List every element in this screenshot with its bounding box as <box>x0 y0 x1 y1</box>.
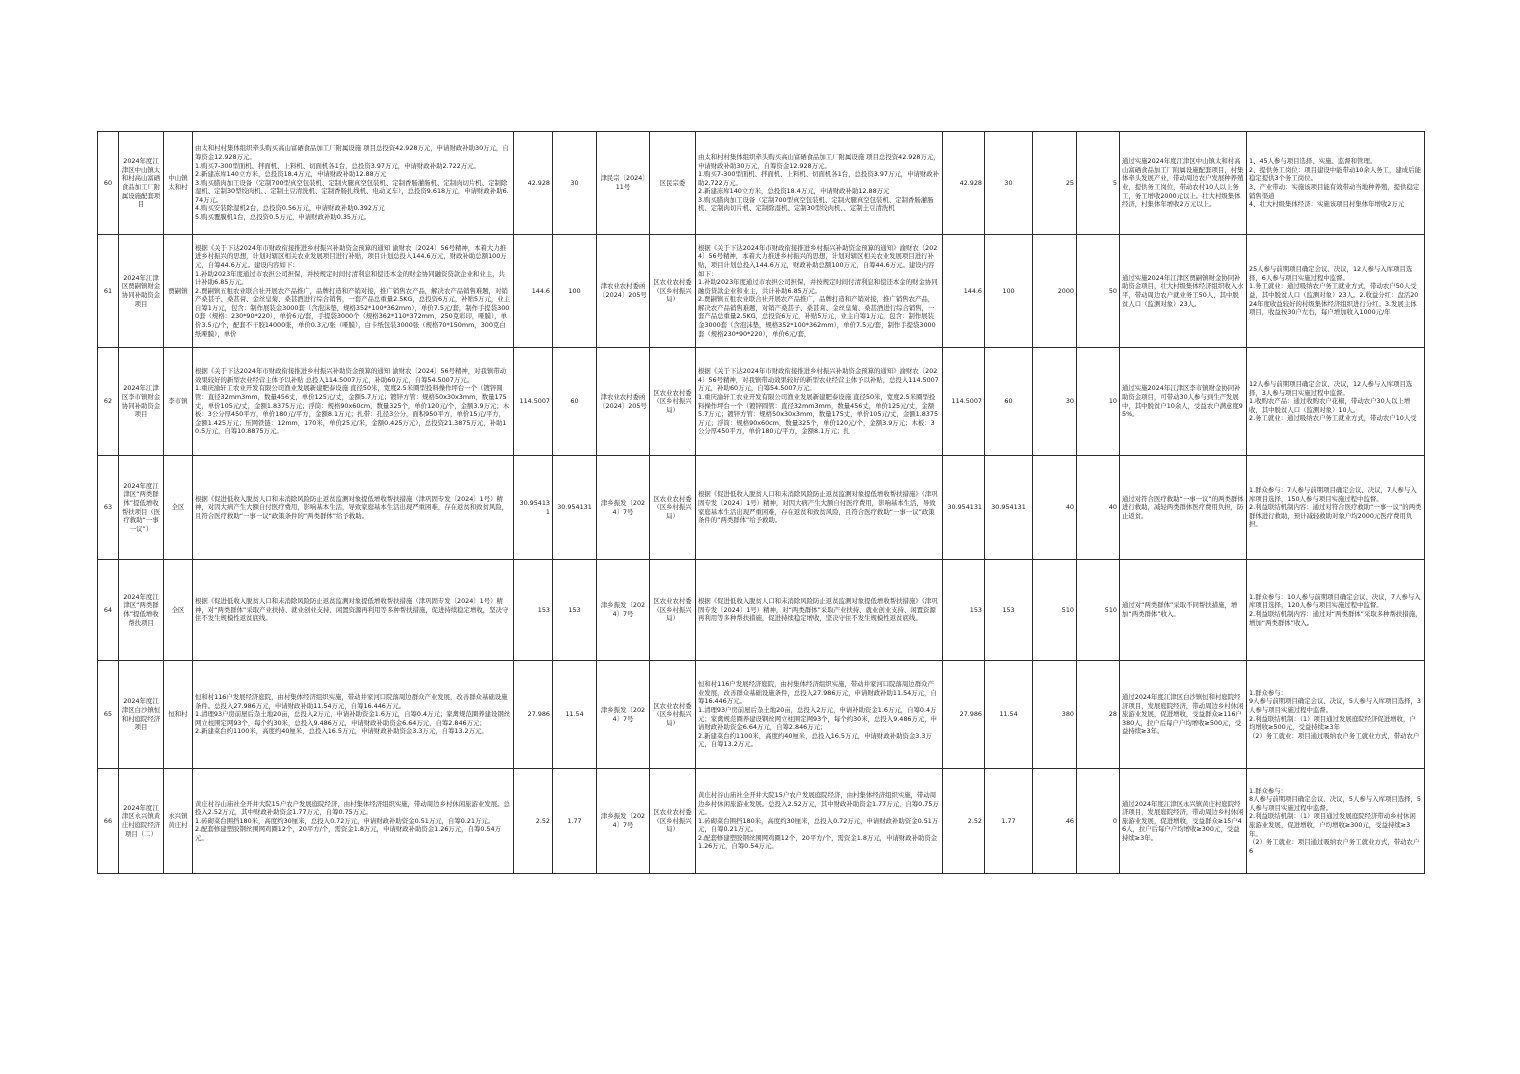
project-name-text: 2024年度江津区白沙镇恒和村庭院经济项目 <box>121 697 161 732</box>
construction-content-2-text: 根据《关于下达2024年市财政衔接推进乡村振兴补助资金预算的通知》渝财农〔2024〕56号精神，本着大力推进乡村振兴的思想，计划对辖区相关农业发展项目进行补贴，项目计划总投入144.6万元，财政补助总额100万元，自筹44.6万元。建设内容如下： 1.补助2023年度通过市农担公司担保，并按规定时间付清利息和偿还本金的财金协同融资贷款企业和业主，共计补助6.85万元。 2.贾嗣镇五租农业联合社开展农产品推广，品牌打造和产销对接，推广销售农产品，解决农产品销售难题，对销产桑甚子、桑甚膏、金丝皇菊、桑甚酒进行综合销售，一套产品总重量2.5KG，总投资6万元，补贴5万元，业主自筹1万元，包含：制作展装金3000套（含泡沫垫，规格352*100*362mm），单价7.5元/套，制作手提袋3000套（规格230*90*220），单价6元/套， <box>698 243 938 338</box>
cell-construction-content-2 <box>696 348 943 456</box>
cell-performance-goal <box>1120 348 1247 456</box>
cell-row-number <box>98 560 119 661</box>
fiscal-funds-2-text: 60 <box>1004 397 1013 406</box>
row-number-text: 66 <box>103 816 113 825</box>
cell-construction-content <box>193 560 514 661</box>
fiscal-funds-2-text: 11.54 <box>999 710 1018 719</box>
cell-fiscal-funds-2 <box>985 560 1033 661</box>
cell-fiscal-funds <box>553 661 597 769</box>
table-row <box>98 560 1425 661</box>
project-location-text: 全区 <box>171 503 185 512</box>
cell-fiscal-funds-2 <box>985 769 1033 874</box>
total-investment-text: 144.6 <box>531 286 550 295</box>
cell-fiscal-funds <box>553 348 597 456</box>
fiscal-funds-2-text: 100 <box>1002 286 1015 295</box>
cell-fiscal-funds-2 <box>985 348 1033 456</box>
beneficiaries-poor-text: 28 <box>1108 710 1117 719</box>
cell-performance-goal <box>1120 235 1247 348</box>
table-row <box>98 661 1425 769</box>
cell-beneficiaries-total <box>1033 661 1077 769</box>
total-investment-2-text: 27.986 <box>959 710 982 719</box>
cell-total-investment <box>514 661 553 769</box>
benefit-mechanism-text: 1.群众参与： 8人参与前期项目确定会议、决议，5人参与入库项目选择，5人参与项目实施过程中监督。 2.利益联结机制：（1）项目通过发展庭院经济带动乡村休闲旅游业发展，促进增收，户均增收≥300元，受益持续≥3年。 （2）务工就业：项目通过吸纳农户务工就业方式，带动农户6 <box>1249 786 1421 855</box>
cell-fiscal-funds-2 <box>985 661 1033 769</box>
cell-total-investment-2 <box>943 348 985 456</box>
cell-construction-content <box>193 348 514 456</box>
project-name-text: 2024年江津区李市镇财金协同补助资金项目 <box>121 384 161 419</box>
cell-construction-content-2 <box>696 235 943 348</box>
total-investment-2-text: 42.928 <box>959 178 982 187</box>
cell-project-name <box>119 456 164 560</box>
cell-beneficiaries-total <box>1033 560 1077 661</box>
responsible-dept-text: 区农业农村委（区乡村振兴局） <box>653 808 692 834</box>
cell-beneficiaries-poor <box>1077 661 1120 769</box>
cell-project-name <box>119 560 164 661</box>
cell-total-investment <box>514 560 553 661</box>
cell-construction-content-2 <box>696 456 943 560</box>
cell-construction-content <box>193 132 514 235</box>
cell-fiscal-funds <box>553 769 597 874</box>
cell-total-investment-2 <box>943 235 985 348</box>
row-number-text: 60 <box>103 178 113 187</box>
cell-benefit-mechanism <box>1247 348 1425 456</box>
construction-content-2-text: 恒和村116户发展经济庭院，由村集体经济组织实施，带动井家河口院落周边群众产业发展，改善群众基础设施条件，总投入27.986万元，申请财政补助11.54万元，自筹16.446万元。 1.清理93户房前屋后杂土地20亩，总投入2万元，申请补助资金1.6万元，自筹0.4万元；家禽规范圈养建设钢丝网立柱围定网93个，每个约30米，总投入9.486万元，申请财政补助资金6.64万元，自筹2.846万元； 2.新建菜台约1100米，高度约40厘米，总投入16.5万元，申请财政补助资金3.3万元，自筹13.2万元。 <box>698 680 938 749</box>
total-investment-text: 114.5007 <box>519 397 550 406</box>
approval-document-text: 津乡振发〔2024〕7号 <box>600 601 646 618</box>
cell-project-location <box>164 661 193 769</box>
row-number-text: 64 <box>103 605 113 614</box>
total-investment-text: 30.954131 <box>519 498 550 516</box>
benefit-mechanism-text: 12人参与前期项目确定会议、决议，12人参与入库项目选择，3人参与项目实施过程中监督。 1.收购农产品：通过收购农户花椒，带动农户30人以上增收，其中脱贫人口（监测对象）10人。 2.务工就业：通过吸纳农户务工就业方式，带动农户10人受 <box>1249 380 1417 423</box>
cell-project-name <box>119 132 164 235</box>
total-investment-text: 2.52 <box>535 816 550 825</box>
cell-benefit-mechanism <box>1247 769 1425 874</box>
cell-construction-content <box>193 661 514 769</box>
project-name-text: 2024年江津区贾嗣镇财金协同补助资金项目 <box>121 273 161 308</box>
cell-fiscal-funds <box>553 456 597 560</box>
beneficiaries-poor-text: 10 <box>1108 397 1117 406</box>
cell-fiscal-funds-2 <box>985 456 1033 560</box>
cell-construction-content-2 <box>696 661 943 769</box>
beneficiaries-poor-text: 510 <box>1104 605 1117 614</box>
project-location-text: 贾嗣镇 <box>168 286 188 295</box>
beneficiaries-poor-text: 40 <box>1108 503 1117 512</box>
cell-total-investment-2 <box>943 132 985 235</box>
cell-benefit-mechanism <box>1247 235 1425 348</box>
project-name-text: 2024年度江津区中山镇太和村高山富硒食品加工厂附属设施配套项目 <box>121 157 161 209</box>
performance-goal-text: 通过对“两类群体”采取不同帮扶措施，增加“两类群体”收入。 <box>1122 601 1238 618</box>
project-table <box>97 131 1425 874</box>
cell-project-name <box>119 769 164 874</box>
fiscal-funds-text: 30 <box>570 178 579 187</box>
cell-benefit-mechanism <box>1247 661 1425 769</box>
table-row <box>98 769 1425 874</box>
cell-construction-content <box>193 235 514 348</box>
cell-performance-goal <box>1120 661 1247 769</box>
beneficiaries-poor-text: 5 <box>1112 178 1117 187</box>
cell-total-investment-2 <box>943 560 985 661</box>
performance-goal-text: 通过2024年度江津区永兴镇黄庄村庭院经济项目，发展庭院经济，带动周边乡村休闲旅游业发展，促进增收，受益群众≥15户46人，拉户后每户户均增收≥300元，受益持续≥3年。 <box>1122 799 1244 842</box>
cell-beneficiaries-total <box>1033 769 1077 874</box>
cell-fiscal-funds-2 <box>985 132 1033 235</box>
cell-construction-content-2 <box>696 132 943 235</box>
table-row <box>98 235 1425 348</box>
cell-total-investment <box>514 235 553 348</box>
fiscal-funds-text: 60 <box>570 397 579 406</box>
cell-construction-content-2 <box>696 769 943 874</box>
cell-fiscal-funds <box>553 560 597 661</box>
cell-approval-document <box>597 456 650 560</box>
cell-project-name <box>119 235 164 348</box>
benefit-mechanism-text: 1、45人参与项目选择、实施、监督和管理。 2、提供务工岗位：项目建设中能带动10余人务工，建成后能稳定提供3个务工岗位。 3、产业带动：实施该项目能有效带动当地种养殖，提供稳定销售渠道 4、壮大村级集体经济：实施该项目村集体年增收2万元 <box>1249 157 1421 209</box>
cell-benefit-mechanism <box>1247 560 1425 661</box>
cell-responsible-dept <box>650 132 696 235</box>
approval-document-text: 津民宗〔2024〕11号 <box>600 174 646 191</box>
performance-goal-text: 通过2024年度江津区白沙镇恒和村庭院经济项目，发展庭院经济，带动周边乡村休闲旅游业发展，促进增收，受益群众≥116户380人，拉户后每户户均增收≥500元，受益持续≥3年。 <box>1122 693 1244 736</box>
benefit-mechanism-text: 1.群众参与：10人参与前期项目确定会议、决议，7人参与入库项目选择，120人参与项目实施过程中监督。 2.利益联结机制内容：通过对“两类群体”采取多种帮扶措施，增加“两类群体”收入。 <box>1249 592 1422 627</box>
construction-content-2-text: 根据《促进低收入脱贫人口和未消除风险防止返贫监测对象提低增收帮扶措施》（津巩固专发〔2024〕1号）精神，对因大病产生大额自付医疗费用，影响基本生活，导致家庭基本生活出现严重困难，存在返贫和致贫风险，且符合医疗救助“一事一议”政策条件的“两类群体”给予救助。 <box>698 490 938 525</box>
cell-beneficiaries-poor <box>1077 560 1120 661</box>
cell-fiscal-funds <box>553 235 597 348</box>
fiscal-funds-text: 30.954131 <box>557 503 592 512</box>
cell-fiscal-funds <box>553 132 597 235</box>
cell-row-number <box>98 235 119 348</box>
approval-document-text: 津农业农村委函〔2024〕205号 <box>599 282 647 299</box>
construction-content-text: 根据《促进低收入脱贫人口和未消除风险防止返贫监测对象提低增收帮扶措施（津巩固专发〔2024〕1号）精神，对因大病产生大额自付医疗费用，影响基本生活，导致家庭基本生活出现严重困难，存在返贫和致贫风险，且符合医疗救助“一事一议”政策条件的“两类群体”给予救助。 <box>195 494 509 520</box>
responsible-dept-text: 区农业农村委（区乡村振兴局） <box>653 597 692 623</box>
cell-performance-goal <box>1120 560 1247 661</box>
fiscal-funds-text: 100 <box>568 286 581 295</box>
row-number-text: 61 <box>103 286 113 295</box>
cell-responsible-dept <box>650 560 696 661</box>
construction-content-text: 根据《关于下达2024年市财政衔接推进乡村振兴补助资金预算的通知 渝财农〔2024〕56号精神，对我镇带动效果较好的新型农业经营主体予以补贴 总投入114.5007万元，补助60万元，自筹54.5007万元。 1.重庆渝轩工农业开发有限公司渔业发展新建肥泰设施 直径50米，宽度2.5米圈型投料操作坪台一个（镀锌圆管：直径32mm3mm，数量456丈，单价125元/丈，金额5.7万元；镀锌方管：规格50x30x3mm，数量175丈，单价105元/丈，金额1.8375万元；浮筒：规格90x60cm，数量325个，单价120元/个，金额3.9万元；木板：3公分厚450平方，单价180元/平方，金额8.1万元；扎带：孔径3公分，面积950平方，单价15元/平方，金额1.425万元；压网铁链：12mm，170米，单价25元/米，金额0.425万元），总投资21.3875万元，补助10.5万元，自筹10.8875万元。 <box>195 367 510 436</box>
responsible-dept-text: 区农业农村委（区乡村振兴局） <box>653 701 692 727</box>
performance-goal-text: 通过实施2024年江津区贾嗣镇财金协同补助资金项目，壮大村级集体经济组织收入水平，带动周边农户就业务工50人，其中脱贫人口（监测对象）23人。 <box>1122 273 1244 308</box>
cell-approval-document <box>597 132 650 235</box>
benefit-mechanism-text: 25人参与前期项目确定会议、决议，12人参与入库项目选择，6人参与项目实施过程中监督。 1.务工就业：通过吸纳农户务工就业方式，带动农户50人受益，其中脱贫人口（监测对象）23人。2.收益分红：盘活2024年度收益较好的村级集体经济组织进行分红。3.发展主体项目，收益按30户左右，每户增加收入1000元/年 <box>1249 265 1419 317</box>
row-number-text: 62 <box>103 397 113 406</box>
cell-beneficiaries-poor <box>1077 348 1120 456</box>
project-name-text: 2024年度江津区“两类群体”提低增收帮扶项目 <box>123 592 159 627</box>
cell-benefit-mechanism <box>1247 132 1425 235</box>
responsible-dept-text: 区民宗委 <box>659 178 686 187</box>
total-investment-text: 153 <box>537 605 550 614</box>
cell-approval-document <box>597 235 650 348</box>
approval-document-text: 津乡振发〔2024〕7号 <box>600 498 646 516</box>
cell-row-number <box>98 769 119 874</box>
cell-project-location <box>164 560 193 661</box>
cell-performance-goal <box>1120 769 1247 874</box>
cell-performance-goal <box>1120 456 1247 560</box>
cell-beneficiaries-poor <box>1077 456 1120 560</box>
cell-performance-goal <box>1120 132 1247 235</box>
project-name-text: 2024年度江津区永兴镇黄庄村庭院经济项目（二） <box>121 803 161 838</box>
total-investment-2-text: 114.5007 <box>951 397 982 406</box>
fiscal-funds-2-text: 1.77 <box>1001 816 1016 825</box>
cell-beneficiaries-total <box>1033 348 1077 456</box>
cell-project-location <box>164 769 193 874</box>
cell-approval-document <box>597 348 650 456</box>
approval-document-text: 津农业农村委函〔2024〕205号 <box>599 392 647 410</box>
cell-approval-document <box>597 560 650 661</box>
construction-content-text: 根据《促进低收入脱贫人口和未消除风险防止返贫监测对象提低增收帮扶措施（津巩固专发〔2024〕1号）精神，对“两类群体”采取产业扶持、就业创业支持、闲置资源再利用等多种帮扶措施，促进持续稳定增收，坚决守住不发生规模性返贫底线。 <box>195 597 509 623</box>
cell-total-investment-2 <box>943 456 985 560</box>
performance-goal-text: 通过实施2024年江津区李市镇财金协同补助资金项目，可带动30人参与到生产发展中，其中脱贫户10余人，受益农户满意度95%。 <box>1122 384 1243 419</box>
project-location-text: 中山镇太和村 <box>168 174 188 191</box>
construction-content-text: 恒和村116户发展经济庭院，由村集体经济组织实施，带动井家河口院落周边群众产业发展，改善群众基础设施条件。总投入27.986万元，申请财政补助11.54万元，自筹16.446万元。 1.清理93户房前屋后杂土地20亩，总投入2万元，申请补助资金1.6万元，自筹0.4万元；家禽规范圈养建设钢丝网立柱围定网93个，每个约30米，总投入9.486万元，申请财政补助资金6.64万元，自筹2.846万元； 2.新建菜台约1100米，高度约40厘米，总投入16.5万元，申请财政补助资金3.3万元，自筹13.2万元。 <box>195 693 511 736</box>
table-row <box>98 456 1425 560</box>
fiscal-funds-2-text: 30 <box>1004 178 1013 187</box>
fiscal-funds-2-text: 30.954131 <box>991 503 1026 512</box>
project-location-text: 永兴镇黄庄村 <box>168 812 188 829</box>
cell-total-investment-2 <box>943 661 985 769</box>
approval-document-text: 津乡振发〔2024〕7号 <box>600 812 646 829</box>
benefit-mechanism-text: 1.群众参与： 9人参与前期项目确定会议、决议，5人参与入库项目选择，3人参与项目实施过程中监督。 2.利益联结机制：（1）项目通过发展庭院经济促进增收，户均增收≥500元，受益持续≥3年 （2）务工就业：项目通过吸纳农户务工就业方式，带动农户 <box>1249 688 1421 740</box>
table-row <box>98 348 1425 456</box>
cell-row-number <box>98 456 119 560</box>
responsible-dept-text: 区农业农村委（区乡村振兴局） <box>653 278 692 304</box>
construction-content-text: 黄庄村谷山庙社全开井大院15户农户发展庭院经济，由村集体经济组织实施，带动周边乡村休闲旅游业发展。总投入2.52万元，其中财政补助资金1.77万元，自筹0.75万元。 1.砖砌菜台围挡180米，高度约30厘米，总投入0.72万元，申请财政补助资金0.51万元，自筹0.21万元。 2.配套修建塑胶钢丝围网鸡圈12个，20平方/个，需资金1.8万元，申请财政补助资金1.26万元，自筹0.54万元。 <box>195 799 510 842</box>
construction-content-2-text: 由太和村村集体组织牵头购买高山富硒食品加工厂附属设施 项目总投资42.928万元，申请财政补助30万元，自筹资金12.928万元。 1.购买7-300型面机、拌面机、上料机、切面机各1台，总投资3.97万元，申请财政补助2.722万元。 2.新建冻库140立方米，总投资18.4万元，申请财政补助12.88万元 3.购买腊肉加工设备（定制700型真空包装机、定制火腿真空包装机、定制香肠灌肠机、定制肉切片机、定制除湿机、定制30型绞肉机、、定制土豆清洗机 <box>698 152 940 213</box>
cell-project-name <box>119 661 164 769</box>
fiscal-funds-text: 153 <box>568 605 581 614</box>
cell-approval-document <box>597 769 650 874</box>
beneficiaries-poor-text: 50 <box>1108 286 1117 295</box>
cell-beneficiaries-total <box>1033 235 1077 348</box>
cell-beneficiaries-poor <box>1077 132 1120 235</box>
fiscal-funds-text: 11.54 <box>565 710 584 719</box>
project-location-text: 李市镇 <box>168 397 188 406</box>
cell-row-number <box>98 348 119 456</box>
beneficiaries-total-text: 30 <box>1065 397 1074 406</box>
cell-project-name <box>119 348 164 456</box>
cell-total-investment <box>514 132 553 235</box>
cell-beneficiaries-poor <box>1077 235 1120 348</box>
beneficiaries-total-text: 510 <box>1061 605 1074 614</box>
cell-construction-content <box>193 456 514 560</box>
total-investment-2-text: 2.52 <box>967 816 982 825</box>
table-row <box>98 132 1425 235</box>
cell-benefit-mechanism <box>1247 456 1425 560</box>
cell-responsible-dept <box>650 661 696 769</box>
cell-construction-content-2 <box>696 560 943 661</box>
total-investment-text: 42.928 <box>527 178 550 187</box>
approval-document-text: 津乡振发〔2024〕7号 <box>600 705 646 723</box>
cell-project-location <box>164 456 193 560</box>
total-investment-2-text: 153 <box>969 605 982 614</box>
cell-responsible-dept <box>650 348 696 456</box>
cell-responsible-dept <box>650 456 696 560</box>
construction-content-2-text: 根据《促进低收入脱贫人口和未消除风险防止返贫监测对象提低增收帮扶措施》（津巩固专发〔2024〕1号）精神，对“两类群体”采取产业扶持、就业创业支持、闲置资源再利用等多种帮扶措施，促进持续稳定增收，坚决守住不发生规模性返贫底线。 <box>698 597 938 623</box>
cell-row-number <box>98 661 119 769</box>
fiscal-funds-2-text: 153 <box>1002 605 1015 614</box>
cell-project-location <box>164 348 193 456</box>
responsible-dept-text: 区农业农村委（区乡村振兴局） <box>653 388 692 414</box>
construction-content-text: 根据《关于下达2024年市财政衔接推进乡村振兴补助资金预算的通知 渝财农〔2024〕56号精神，本着大力推进乡村振兴的思想，计划对辖区相关农业发展项目进行补贴，项目计划总投入144.6万元，财政补助总额100万元，自筹44.6万元。建设内容如下： 1.补助2023年度通过市农担公司担保，并按规定时间付清利息和偿还本金的财金协同融资贷款企业和业主，共计补助6.85万元。 2.贾嗣镇五租农业联合社开展农产品推广，品牌打造和产销对接，推广销售农产品，解决农产品销售难题，对销产桑甚子、桑甚膏、金丝皇菊、桑甚酒进行综合销售，一套产品总重量2.5KG，总投资6万元，补贴5万元，业主自筹1万元，包含：制作展装金3000套（含泡沫垫，规格352*100*362mm），单价7.5元/套，制作手提袋3000套（规格：230*90*220），单价6元/套，手提袋3000个（规格362*110*372mm，250克彩印，哑膜），单价3.5元/个，配套不干胶14000张，单价0.3元/张（哑膜），白卡纸包装3000张（规格70*150mm，300克白纸哑膜），单价 <box>195 243 511 338</box>
row-number-text: 65 <box>103 710 113 719</box>
total-investment-2-text: 144.6 <box>963 286 982 295</box>
construction-content-text: 由太和村村集体组织牵头购买高山富硒食品加工厂附属设施 项目总投资42.928万元，申请财政补助30万元，自筹资金12.928万元。 1.购买7-300型面机、拌面机、上料机、切面机各1台，总投资3.97万元，申请财政补助2.722万元。 2.新建冻库140立方米，总投资18.4万元，申请财政补助12.88万元 3.购买腊肉加工设备（定制700型真空包装机、定制火腿真空包装机、定制香肠灌肠机、定制肉切片机、定制除湿机、定制30型绞肉机、、定制土豆清洗机、定制香肠扎线机、电动叉车），总投资9.618万元，申请财政补助6.74万元。 4.购买安装除湿机2台，总投资0.56万元，申请财政补助0.392万元 5.购买覆膜机1台，总投资0.5万元，申请财政补助0.35万元。 <box>195 144 509 222</box>
cell-beneficiaries-total <box>1033 132 1077 235</box>
cell-beneficiaries-total <box>1033 456 1077 560</box>
beneficiaries-total-text: 46 <box>1065 816 1074 825</box>
cell-total-investment <box>514 769 553 874</box>
beneficiaries-total-text: 25 <box>1065 178 1074 187</box>
beneficiaries-poor-text: 0 <box>1112 816 1117 825</box>
total-investment-text: 27.986 <box>527 710 550 719</box>
row-number-text: 63 <box>103 503 113 512</box>
cell-approval-document <box>597 661 650 769</box>
beneficiaries-total-text: 40 <box>1065 503 1074 512</box>
beneficiaries-total-text: 2000 <box>1057 286 1074 295</box>
project-location-text: 全区 <box>171 605 185 614</box>
cell-construction-content <box>193 769 514 874</box>
construction-content-2-text: 根据《关于下达2024年市财政衔接推进乡村振兴补助资金预算的通知》渝财农〔2024〕56号精神，对我镇带动效果较好的新型农业经营主体予以补贴，总投入114.5007万元，补助60万元，自筹54.5007万元。 1.重庆渝轩工农业开发有限公司渔业发展新建肥泰设施 直径50米，宽度2.5米圈型投料操作坪台一个（镀锌圆管：直径32mm3mm，数量456丈，单价125元/丈，金额5.7万元；镀锌方管：规格50x30x3mm，数量175丈，单价105元/丈，金额1.8375万元；浮筒：规格90x60cm，数量325个，单价120元/个，金额3.9万元；木板：3公分厚450平方，单价180元/平方，金额8.1万元；扎 <box>698 367 939 436</box>
project-name-text: 2024年度江津区“两类群体”提低增收帮扶项目（医疗救助“一事一议”） <box>121 481 161 533</box>
beneficiaries-total-text: 380 <box>1061 710 1074 719</box>
responsible-dept-text: 区农业农村委（区乡村振兴局） <box>653 494 692 520</box>
performance-goal-text: 通过实施2024年度江津区中山镇太和村高山富硒食品加工厂附属设施配套项目，村集体牵头发展产业，带动周边农户发展种养殖业，提供务工岗位，带动农村10人以上务工，务工增收2000元以上。壮大村级集体经济，村集体年增收2万元以上。 <box>1122 157 1244 209</box>
cell-row-number <box>98 132 119 235</box>
cell-total-investment <box>514 456 553 560</box>
fiscal-funds-text: 1.77 <box>567 816 582 825</box>
cell-project-location <box>164 235 193 348</box>
total-investment-2-text: 30.954131 <box>947 503 982 512</box>
cell-responsible-dept <box>650 235 696 348</box>
cell-project-location <box>164 132 193 235</box>
project-location-text: 恒和村 <box>168 710 188 719</box>
cell-total-investment-2 <box>943 769 985 874</box>
benefit-mechanism-text: 1.群众参与：7人参与前期项目确定会议、决议，7人参与入库项目选择，150人参与项目实施过程中监督。 2.利益联结机制内容：通过对符合医疗救助“一事一议”的两类群体进行救助，预计减轻救助对象户均2000元医疗费用负担。 <box>1249 486 1422 529</box>
construction-content-2-text: 黄庄村谷山庙社全开井大院15户农户发展庭院经济，由村集体经济组织实施，带动周边乡村休闲旅游业发展。总投入2.52万元，其中财政补助资金1.77万元，自筹0.75万元。 1.砖砌菜台围挡180米，高度约30厘米，总投入0.72万元，申请财政补助资金0.51万元，自筹0.21万元。 2.配套修建塑胶钢丝围网鸡圈12个，20平方/个，需资金1.8万元，申请财政补助资金1.26万元，自筹0.54万元。 <box>698 790 939 851</box>
cell-total-investment <box>514 348 553 456</box>
cell-responsible-dept <box>650 769 696 874</box>
cell-fiscal-funds-2 <box>985 235 1033 348</box>
performance-goal-text: 通过对符合医疗救助“一事一议”的两类群体进行救助，减轻两类群体医疗费用负担，防止返贫。 <box>1122 494 1244 520</box>
cell-beneficiaries-poor <box>1077 769 1120 874</box>
